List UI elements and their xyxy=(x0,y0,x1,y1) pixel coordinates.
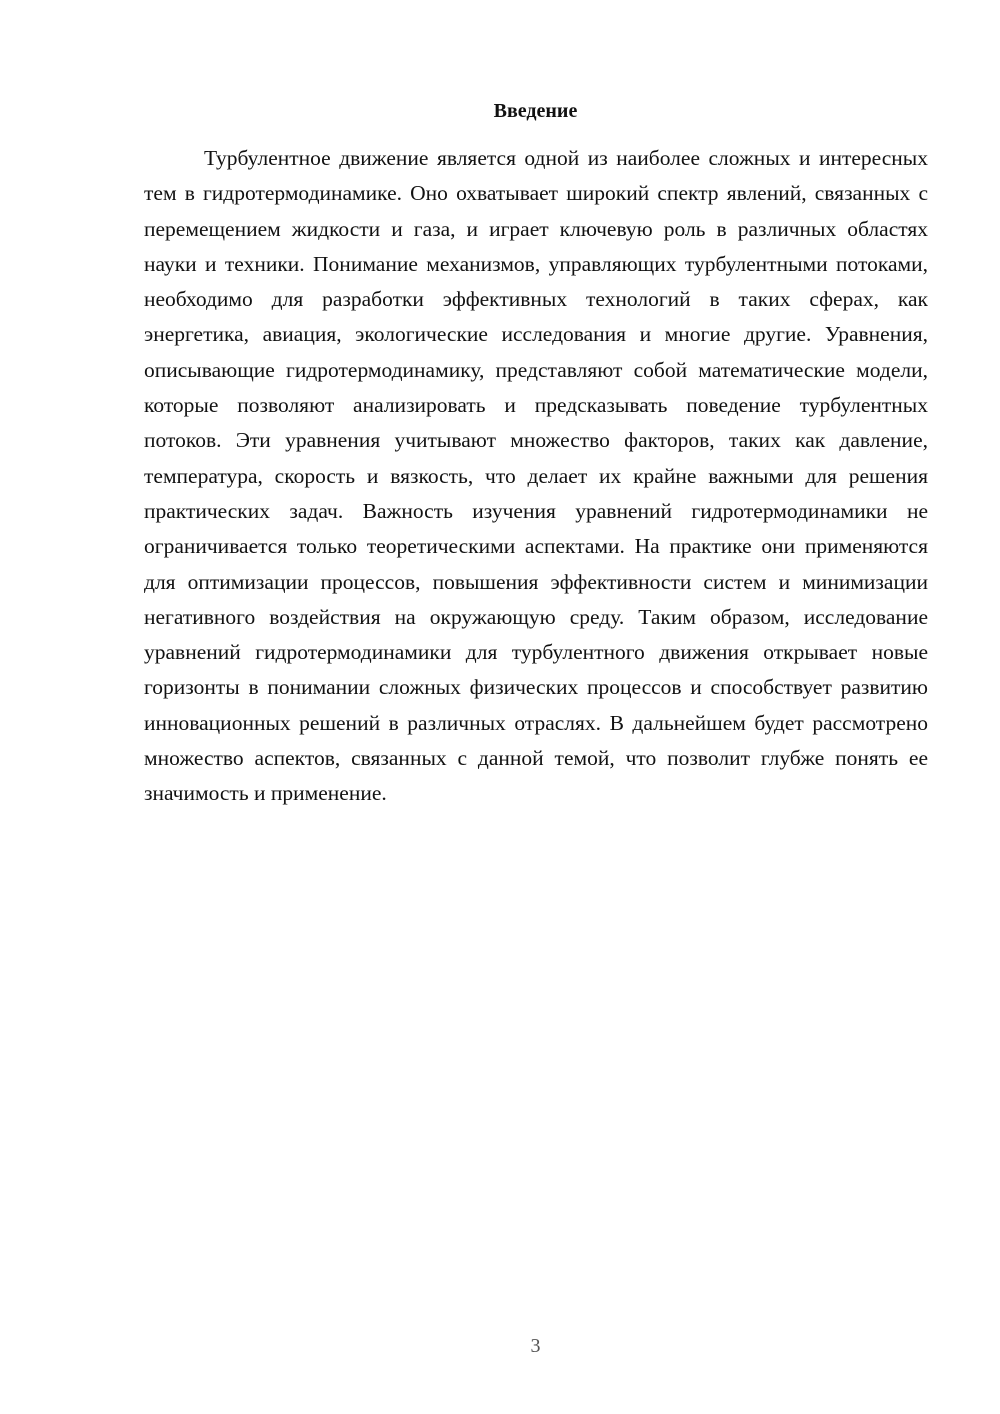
body-paragraph: Турбулентное движение является одной из наиболее сложных и интересных тем в гидротермодинамике. Оно охватывает широкий спектр явлений, связанных с перемещением жидкости и газа, и играет ключевую роль в различных областях науки и техники. Понимание механизмов, управляющих турбулентными потоками, необходимо для разработки эффективных технологий в таких сферах, как энергетика, авиация, экологические исследования и многие другие. Уравнения, описывающие гидротермодинамику, представляют собой математические модели, которые позволяют анализировать и предсказывать поведение турбулентных потоков. Эти уравнения учитывают множество факторов, таких как давление, температура, скорость и вязкость, что делает их крайне важными для решения практических задач. Важность изучения уравнений гидротермодинамики не ограничивается только теоретическими аспектами. На практике они применяются для оптимизации процессов, повышения эффективности систем и минимизации негативного воздействия на окружающую среду. Таким образом, исследование уравнений гидротермодинамики для турбулентного движения открывает новые горизонты в понимании сложных физических процессов и способствует развитию инновационных решений в различных отраслях. В дальнейшем будет рассмотрено множество аспектов, связанных с данной темой, что позволит глубже понять ее значимость и применение. xyxy=(144,146,928,806)
section-title: Введение xyxy=(493,100,578,122)
page-number: 3 xyxy=(530,1335,541,1357)
